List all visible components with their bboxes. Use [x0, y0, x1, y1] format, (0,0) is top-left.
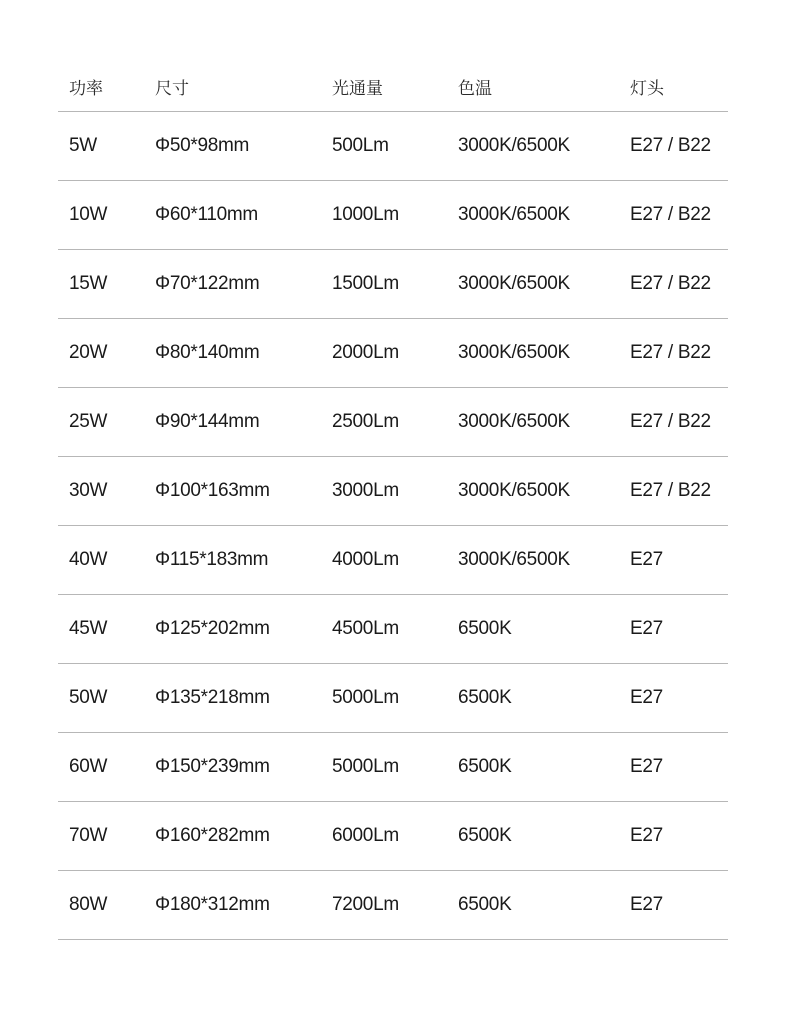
cell-color-temperature: 3000K/6500K	[458, 273, 570, 294]
cell-color-temperature: 6500K	[458, 756, 512, 777]
table-row	[58, 388, 728, 457]
table-row	[58, 802, 728, 871]
cell-luminous-flux: 5000Lm	[332, 756, 399, 777]
cell-size: Φ125*202mm	[155, 618, 270, 639]
cell-color-temperature: 3000K/6500K	[458, 480, 570, 501]
cell-luminous-flux: 4500Lm	[332, 618, 399, 639]
cell-power: 80W	[69, 894, 108, 915]
cell-luminous-flux: 2500Lm	[332, 411, 399, 432]
cell-size: Φ160*282mm	[155, 825, 270, 846]
cell-color-temperature: 6500K	[458, 894, 512, 915]
cell-color-temperature: 3000K/6500K	[458, 204, 570, 225]
table-row	[58, 664, 728, 733]
cell-lamp-base: E27	[630, 687, 663, 708]
cell-size: Φ90*144mm	[155, 411, 260, 432]
cell-luminous-flux: 5000Lm	[332, 687, 399, 708]
cell-size: Φ80*140mm	[155, 342, 260, 363]
cell-power: 40W	[69, 549, 108, 570]
header-color-temperature: 色温	[458, 79, 492, 98]
cell-power: 15W	[69, 273, 108, 294]
cell-color-temperature: 6500K	[458, 618, 512, 639]
header-size: 尺寸	[155, 79, 189, 98]
cell-lamp-base: E27 / B22	[630, 204, 711, 225]
cell-power: 50W	[69, 687, 108, 708]
cell-color-temperature: 3000K/6500K	[458, 135, 570, 156]
cell-lamp-base: E27 / B22	[630, 273, 711, 294]
table-body	[58, 112, 728, 940]
table-row	[58, 526, 728, 595]
header-luminous-flux: 光通量	[332, 79, 383, 98]
cell-size: Φ60*110mm	[155, 204, 258, 225]
cell-size: Φ135*218mm	[155, 687, 270, 708]
cell-color-temperature: 6500K	[458, 825, 512, 846]
table-row	[58, 250, 728, 319]
cell-luminous-flux: 4000Lm	[332, 549, 399, 570]
cell-lamp-base: E27 / B22	[630, 135, 711, 156]
cell-power: 60W	[69, 756, 108, 777]
cell-power: 30W	[69, 480, 108, 501]
cell-size: Φ115*183mm	[155, 549, 269, 570]
cell-luminous-flux: 3000Lm	[332, 480, 399, 501]
cell-color-temperature: 3000K/6500K	[458, 342, 570, 363]
cell-luminous-flux: 1000Lm	[332, 204, 399, 225]
cell-luminous-flux: 6000Lm	[332, 825, 399, 846]
cell-color-temperature: 3000K/6500K	[458, 549, 570, 570]
cell-luminous-flux: 500Lm	[332, 135, 389, 156]
cell-size: Φ180*312mm	[155, 894, 270, 915]
cell-power: 20W	[69, 342, 108, 363]
cell-lamp-base: E27	[630, 756, 663, 777]
table-row	[58, 319, 728, 388]
cell-color-temperature: 3000K/6500K	[458, 411, 570, 432]
cell-power: 25W	[69, 411, 108, 432]
cell-lamp-base: E27	[630, 549, 663, 570]
cell-size: Φ150*239mm	[155, 756, 270, 777]
header-power: 功率	[69, 79, 103, 98]
table-header	[58, 62, 728, 112]
table-row	[58, 733, 728, 802]
cell-size: Φ50*98mm	[155, 135, 250, 156]
table-row	[58, 871, 728, 940]
cell-power: 45W	[69, 618, 108, 639]
cell-luminous-flux: 7200Lm	[332, 894, 399, 915]
cell-lamp-base: E27	[630, 825, 663, 846]
cell-lamp-base: E27	[630, 894, 663, 915]
table-row	[58, 112, 728, 181]
table-row	[58, 457, 728, 526]
cell-lamp-base: E27 / B22	[630, 411, 711, 432]
cell-lamp-base: E27	[630, 618, 663, 639]
table-row	[58, 595, 728, 664]
cell-size: Φ70*122mm	[155, 273, 260, 294]
table-row	[58, 181, 728, 250]
cell-lamp-base: E27 / B22	[630, 342, 711, 363]
cell-luminous-flux: 1500Lm	[332, 273, 399, 294]
header-lamp-base: 灯头	[630, 79, 664, 98]
cell-color-temperature: 6500K	[458, 687, 512, 708]
spec-table	[58, 62, 728, 940]
cell-power: 70W	[69, 825, 108, 846]
cell-size: Φ100*163mm	[155, 480, 270, 501]
cell-lamp-base: E27 / B22	[630, 480, 711, 501]
cell-power: 5W	[69, 135, 97, 156]
cell-luminous-flux: 2000Lm	[332, 342, 399, 363]
cell-power: 10W	[69, 204, 108, 225]
